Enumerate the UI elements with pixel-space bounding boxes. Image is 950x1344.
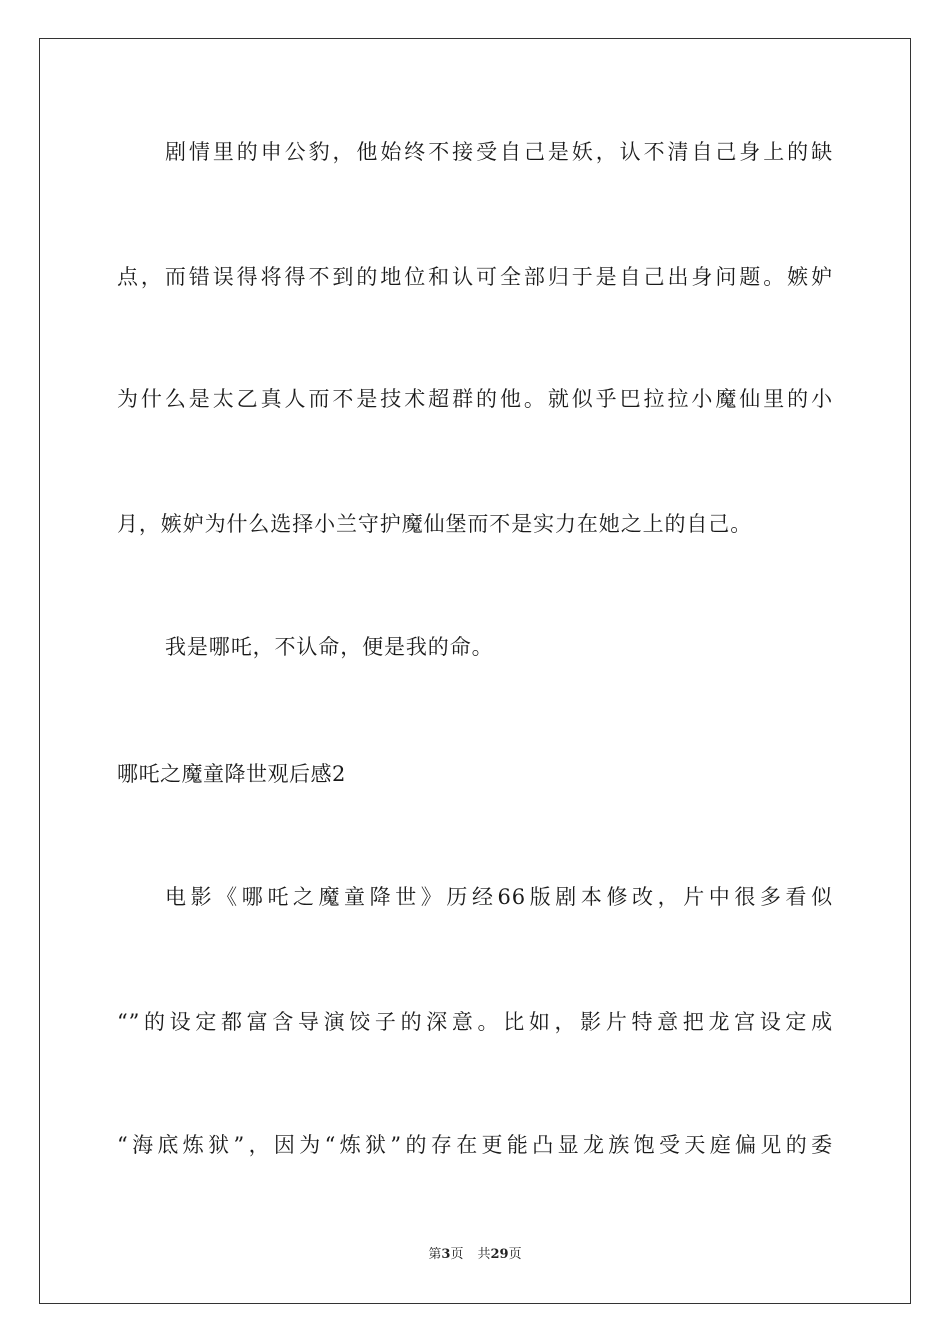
page-suffix: 页 [450, 1247, 464, 1262]
paragraph-3-line-3: “海底炼狱”，因为“炼狱”的存在更能凸显龙族饱受天庭偏见的委 [117, 1133, 833, 1157]
total-suffix: 页 [508, 1247, 522, 1262]
paragraph-1-line-3: 为什么是太乙真人而不是技术超群的他。就似乎巴拉拉小魔仙里的小 [117, 387, 833, 411]
paragraph-3-line-1: 电影《哪吒之魔童降世》历经66版剧本修改，片中很多看似 [165, 885, 833, 909]
section-heading: 哪吒之魔童降世观后感2 [117, 762, 346, 786]
page-footer [0, 1246, 950, 1264]
paragraph-1-line-1: 剧情里的申公豹，他始终不接受自己是妖，认不清自己身上的缺 [165, 140, 833, 164]
page-prefix: 第 [428, 1247, 442, 1262]
paragraph-1-line-2: 点，而错误得将得不到的地位和认可全部归于是自己出身问题。嫉妒 [117, 265, 833, 289]
paragraph-3-line-2: “”的设定都富含导演饺子的深意。比如，影片特意把龙宫设定成 [117, 1010, 833, 1034]
paragraph-1-line-4: 月，嫉妒为什么选择小兰守护魔仙堡而不是实力在她之上的自己。 [117, 512, 753, 536]
page-border [39, 38, 911, 1304]
page-number: 3 [441, 1247, 451, 1262]
total-prefix: 共 [477, 1247, 491, 1262]
total-pages: 29 [490, 1247, 509, 1262]
paragraph-2-line-1: 我是哪吒，不认命，便是我的命。 [165, 635, 494, 659]
